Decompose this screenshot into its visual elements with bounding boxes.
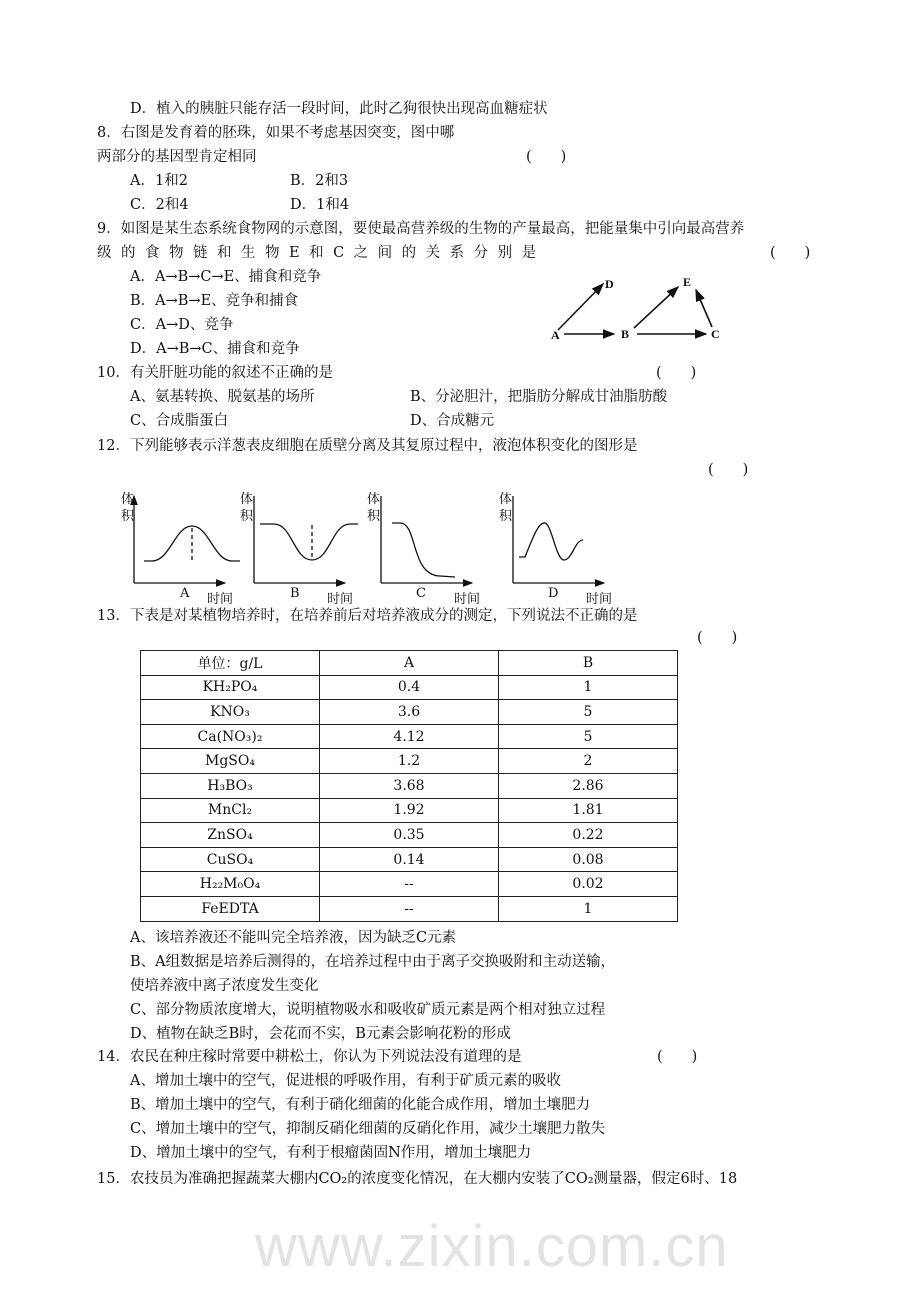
table-row xyxy=(141,700,678,725)
q9-option-d: D．A→B→C、捕食和竞争 xyxy=(130,341,300,357)
table-row xyxy=(141,798,678,823)
node-e: E xyxy=(683,275,692,289)
q10-option-b: B、分泌胆汁，把脂肪分解成甘油脂肪酸 xyxy=(410,389,668,405)
graph-c-ylabel-2: 积 xyxy=(367,509,381,524)
q8-text-1: 8．右图是发育着的胚珠，如果不考虑基因突变，图中哪 xyxy=(97,125,455,141)
compound-cell: CuSO₄ xyxy=(141,847,320,872)
q14-option-a: A、增加土壤中的空气，促进根的呼吸作用，有利于矿质元素的吸收 xyxy=(130,1073,561,1089)
node-a: A xyxy=(551,328,560,342)
graph-b xyxy=(254,496,358,583)
graph-c xyxy=(381,496,472,583)
table-row xyxy=(141,872,678,897)
graph-c-label: C xyxy=(416,586,426,601)
graph-b-ylabel-2: 积 xyxy=(240,509,254,524)
compound-cell: Ca(NO₃)₂ xyxy=(141,724,320,749)
q13-option-a: A、该培养液还不能叫完全培养液，因为缺乏C元素 xyxy=(130,930,457,946)
value-b-cell: 1 xyxy=(499,675,678,700)
table-header-row xyxy=(141,651,678,676)
q14-option-d: D、增加土壤中的空气，有利于根瘤菌固N作用，增加土壤肥力 xyxy=(130,1145,532,1161)
graph-d-label: D xyxy=(548,586,559,601)
value-a-cell: 4.12 xyxy=(320,724,499,749)
q13-answer-blank: ( ) xyxy=(697,630,738,646)
q12-answer-blank: ( ) xyxy=(708,462,749,478)
q8-option-a: A．1和2 xyxy=(130,173,188,189)
q14-text: 14．农民在种庄稼时常要中耕松土，你认为下列说法没有道理的是 xyxy=(97,1049,522,1065)
value-a-cell: 0.14 xyxy=(320,847,499,872)
table-row xyxy=(141,773,678,798)
nutrient-table xyxy=(140,650,678,922)
q13-option-b-cont: 使培养液中离子浓度发生变化 xyxy=(130,978,319,994)
graph-d-xlabel: 时间 xyxy=(586,592,613,607)
table-row xyxy=(141,749,678,774)
value-a-cell: -- xyxy=(320,896,499,921)
node-c: C xyxy=(711,327,720,341)
q10-option-d: D、合成糖元 xyxy=(410,413,495,429)
watermark: www.zixin.com.cn xyxy=(255,1214,729,1279)
graph-a-xlabel: 时间 xyxy=(207,592,234,607)
q12-text: 12．下列能够表示洋葱表皮细胞在质壁分离及其复原过程中，液泡体积变化的图形是 xyxy=(97,438,638,454)
q13-option-b: B、A组数据是培养后测得的，在培养过程中由于离子交换吸附和主动送输， xyxy=(130,954,616,970)
graph-d-ylabel-2: 积 xyxy=(499,509,513,524)
value-a-cell: 0.4 xyxy=(320,675,499,700)
header-unit: 单位：g/L xyxy=(141,651,320,676)
q13-text: 13．下表是对某植物培养时，在培养前后对培养液成分的测定，下列说法不正确的是 xyxy=(97,608,638,624)
q9-option-a: A．A→B→C→E、捕食和竞争 xyxy=(130,269,322,285)
node-b: B xyxy=(621,327,630,341)
node-d: D xyxy=(605,277,614,291)
value-b-cell: 0.08 xyxy=(499,847,678,872)
compound-cell: KH₂PO₄ xyxy=(141,675,320,700)
compound-cell: H₃BO₃ xyxy=(141,773,320,798)
table-row xyxy=(141,896,678,921)
table-row xyxy=(141,847,678,872)
graph-c-ylabel-1: 体 xyxy=(367,492,381,507)
q10-text: 10．有关肝脏功能的叙述不正确的是 xyxy=(97,365,333,381)
value-a-cell: 1.2 xyxy=(320,749,499,774)
table-row xyxy=(141,724,678,749)
q14-option-b: B、增加土壤中的空气，有利于硝化细菌的化能合成作用，增加土壤肥力 xyxy=(130,1097,591,1113)
table-row xyxy=(141,823,678,848)
q7-option-d: D．植入的胰脏只能存活一段时间，此时乙狗很快出现高血糖症状 xyxy=(130,101,548,117)
value-a-cell: 3.6 xyxy=(320,700,499,725)
compound-cell: KNO₃ xyxy=(141,700,320,725)
graph-d xyxy=(513,496,604,583)
q9-text-2: 级的食物链和生物E和C之间的关系分别是 xyxy=(97,245,546,261)
table-row xyxy=(141,675,678,700)
q9-answer-blank: ( ) xyxy=(770,245,811,261)
graph-b-label: B xyxy=(290,586,300,601)
q10-option-a: A、氨基转换、脱氨基的场所 xyxy=(130,389,315,405)
value-b-cell: 5 xyxy=(499,724,678,749)
compound-cell: H₂₂M₀O₄ xyxy=(141,872,320,897)
q9-option-c: C．A→D、竞争 xyxy=(130,317,234,333)
q8-text-2: 两部分的基因型肯定相同 xyxy=(97,149,257,165)
value-b-cell: 1.81 xyxy=(499,798,678,823)
graph-a-ylabel-1: 体 xyxy=(121,492,135,507)
graph-a xyxy=(134,496,240,583)
q8-answer-blank: ( ) xyxy=(526,149,567,165)
q8-option-d: D．1和4 xyxy=(290,197,350,213)
value-b-cell: 5 xyxy=(499,700,678,725)
graph-d-ylabel-1: 体 xyxy=(499,492,513,507)
value-a-cell: -- xyxy=(320,872,499,897)
q14-option-c: C、增加土壤中的空气，抑制反硝化细菌的反硝化作用，减少土壤肥力散失 xyxy=(130,1121,606,1137)
q9-text-1: 9．如图是某生态系统食物网的示意图，要使最高营养级的生物的产量最高，把能量集中引向最高营养 xyxy=(97,221,745,237)
value-b-cell: 2.86 xyxy=(499,773,678,798)
q9-option-b: B．A→B→E、竞争和捕食 xyxy=(130,293,299,309)
q14-answer-blank: ( ) xyxy=(657,1049,698,1065)
header-b: B xyxy=(499,651,678,676)
graph-c-xlabel: 时间 xyxy=(454,592,481,607)
value-b-cell: 0.02 xyxy=(499,872,678,897)
compound-cell: MgSO₄ xyxy=(141,749,320,774)
graph-b-xlabel: 时间 xyxy=(327,592,354,607)
q10-answer-blank: ( ) xyxy=(656,365,697,381)
q13-option-d: D、植物在缺乏B时，会花而不实，B元素会影响花粉的形成 xyxy=(130,1026,511,1042)
value-a-cell: 0.35 xyxy=(320,823,499,848)
graph-a-label: A xyxy=(180,586,190,601)
value-b-cell: 0.22 xyxy=(499,823,678,848)
header-a: A xyxy=(320,651,499,676)
value-a-cell: 3.68 xyxy=(320,773,499,798)
q8-option-b: B．2和3 xyxy=(290,173,349,189)
compound-cell: ZnSO₄ xyxy=(141,823,320,848)
q8-option-c: C．2和4 xyxy=(130,197,189,213)
q15-text: 15．农技员为准确把握蔬菜大棚内CO₂的浓度变化情况，在大棚内安装了CO₂测量器，假定6时、18 xyxy=(97,1171,738,1187)
value-b-cell: 2 xyxy=(499,749,678,774)
value-b-cell: 1 xyxy=(499,896,678,921)
compound-cell: FeEDTA xyxy=(141,896,320,921)
graph-b-ylabel-1: 体 xyxy=(240,492,254,507)
q10-option-c: C、合成脂蛋白 xyxy=(130,413,229,429)
graph-a-ylabel-2: 积 xyxy=(121,509,135,524)
compound-cell: MnCl₂ xyxy=(141,798,320,823)
q13-option-c: C、部分物质浓度增大，说明植物吸水和吸收矿质元素是两个相对独立过程 xyxy=(130,1002,606,1018)
value-a-cell: 1.92 xyxy=(320,798,499,823)
